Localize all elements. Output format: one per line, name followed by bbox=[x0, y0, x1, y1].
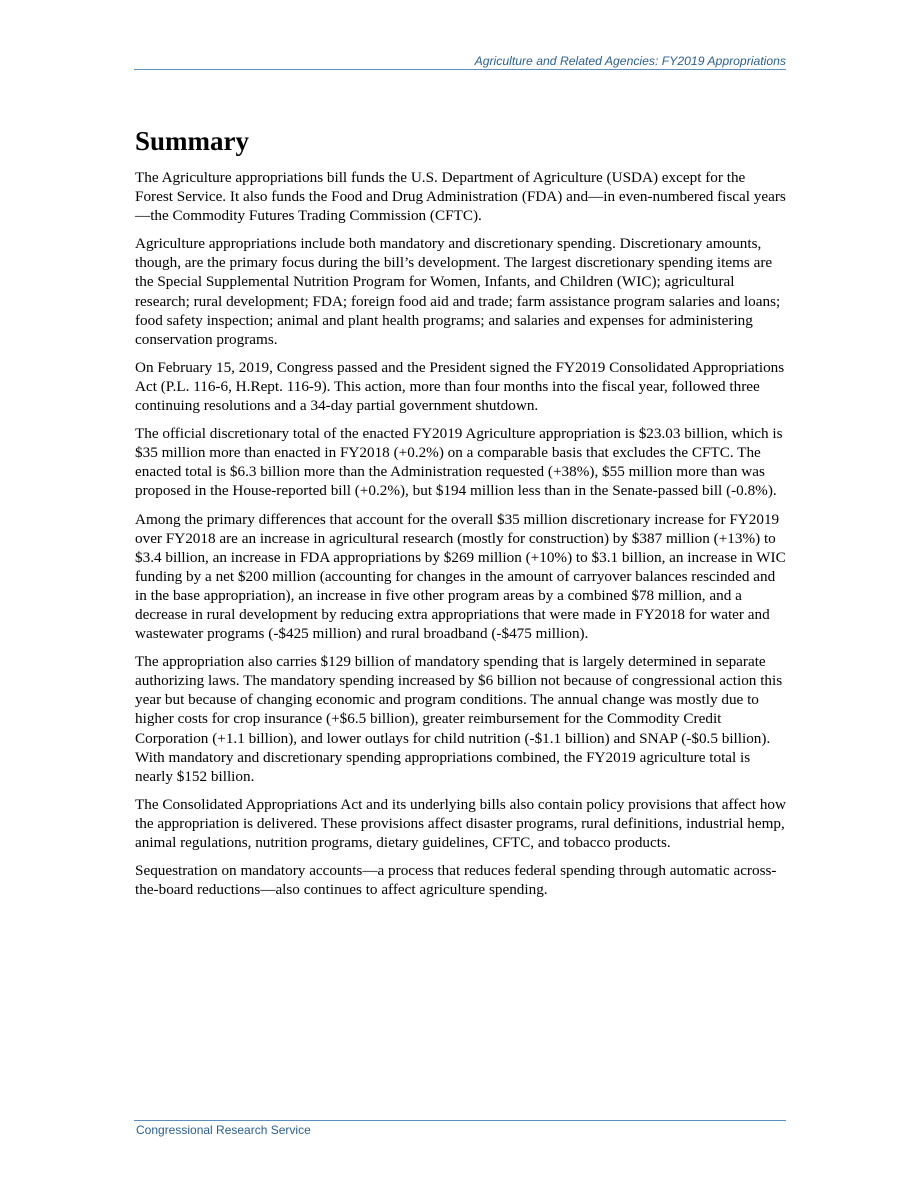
header-divider bbox=[134, 69, 786, 70]
section-title: Summary bbox=[135, 126, 249, 156]
summary-paragraph-1: The Agriculture appropriations bill funds the U.S. Department of Agriculture (USDA) except for the Forest Service. It also funds the Food and Drug Administration (FDA) and—in even-numbered fiscal years—the Commodity Futures Trading Commission (CFTC). bbox=[135, 169, 786, 225]
summary-paragraph-6: The appropriation also carries $129 billion of mandatory spending that is largely determined in separate authorizing laws. The mandatory spending increased by $6 billion not because of congressional action this year but because of changing economic and program conditions. The annual change was mostly due to higher costs for crop insurance (+$6.5 billion), greater reimbursement for the Commodity Credit Corporation (+1.1 billion), and lower outlays for child nutrition (-$1.1 billion) and SNAP (-$0.5 billion). With mandatory and discretionary spending appropriations combined, the FY2019 agriculture total is nearly $152 billion. bbox=[135, 653, 783, 785]
footer-divider bbox=[134, 1120, 786, 1121]
summary-section bbox=[135, 124, 787, 908]
summary-paragraph-3: On February 15, 2019, Congress passed and the President signed the FY2019 Consolidated Appropriations Act (P.L. 116-6, H.Rept. 116-9). This action, more than four months into the fiscal year, followed three continuing resolutions and a 34-day partial government shutdown. bbox=[135, 358, 785, 415]
summary-paragraph-2: Agriculture appropriations include both mandatory and discretionary spending. Discretionary amounts, though, are the primary focus during the bill’s development. The largest discretionary spending items are the Special Supplemental Nutrition Program for Women, Infants, and Children (WIC); agricultural research; rural development; FDA; foreign food aid and trade; farm assistance program salaries and loans; food safety inspection; animal and plant health programs; and salaries and expenses for administering conservation programs. bbox=[135, 235, 781, 348]
summary-paragraph-5: Among the primary differences that account for the overall $35 million discretionary increase for FY2019 over FY2018 are an increase in agricultural research (mostly for construction) by $387 million (+13%) to $3.4 billion, an increase in FDA appropriations by $269 million (+10%) to $3.1 billion, an increase in WIC funding by a net $200 million (accounting for changes in the amount of carryover balances rescinded and in the base appropriation), an increase in five other program areas by a combined $78 million, and a decrease in rural development by reducing extra appropriations that were made in FY2018 for water and wastewater programs (-$425 million) and rural broadband (-$475 million). bbox=[135, 510, 786, 643]
running-header-title: Agriculture and Related Agencies: FY2019 Appropriations bbox=[474, 54, 786, 68]
summary-paragraph-4: The official discretionary total of the enacted FY2019 Agriculture appropriation is $23.03 billion, which is $35 million more than enacted in FY2018 (+0.2%) on a comparable basis that excludes the CFTC. The enacted total is $6.3 billion more than the Administration requested (+38%), $55 million more than was proposed in the House-reported bill (+0.2%), but $194 million less than in the Senate-passed bill (-0.8%). bbox=[135, 425, 783, 500]
footer-organization: Congressional Research Service bbox=[136, 1123, 311, 1137]
summary-paragraph-7: The Consolidated Appropriations Act and its underlying bills also contain policy provisions that affect how the appropriation is delivered. These provisions affect disaster programs, rural definitions, industrial hemp, animal regulations, nutrition programs, dietary guidelines, CFTC, and tobacco products. bbox=[135, 795, 786, 851]
summary-paragraph-8: Sequestration on mandatory accounts—a process that reduces federal spending through automatic across-the-board reductions—also continues to affect agriculture spending. bbox=[135, 862, 777, 899]
